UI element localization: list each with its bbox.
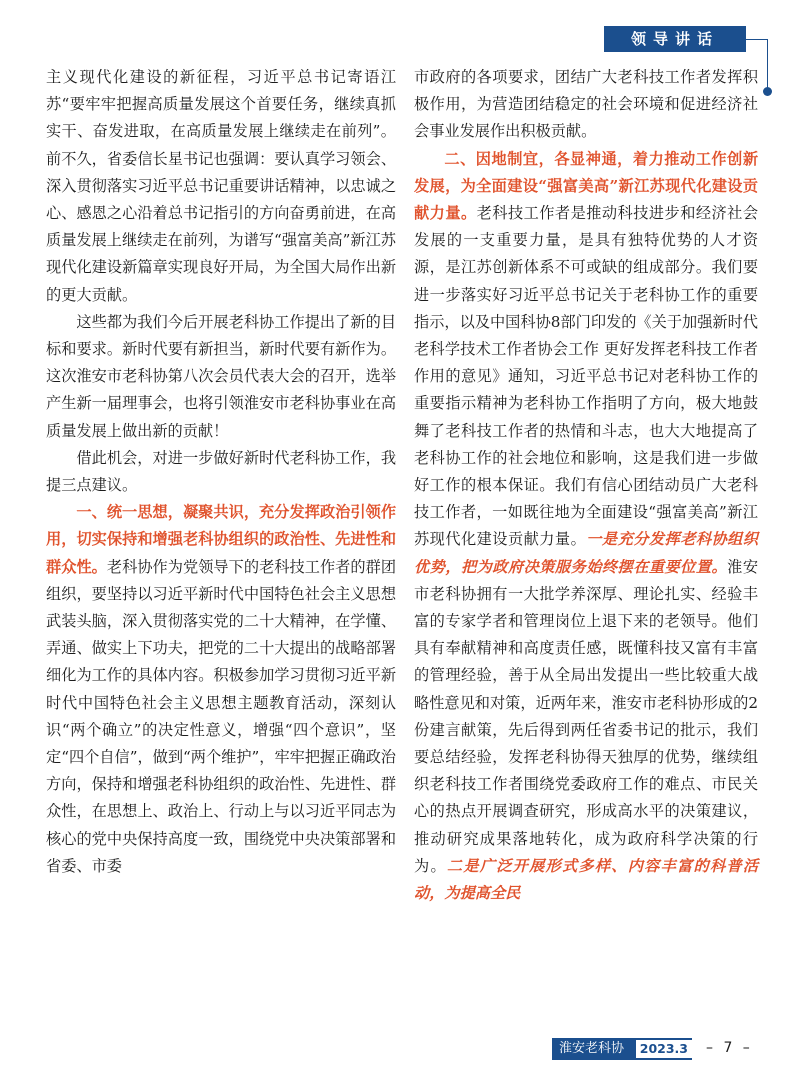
- header-rule-vertical: [767, 39, 768, 93]
- subpoint-one: 一是充分发挥老科协组织优势，把为政府决策服务始终摆在重要位置。: [414, 530, 759, 576]
- section-tab: [604, 26, 746, 52]
- section-title: 领导讲话: [630, 30, 719, 48]
- section-two-body-2: 淮安市老科协拥有一大批学养深厚、理论扎实、经验丰富的专家学者和管理岗位上退下来的老领导。他们具有奉献精神和高度责任感，既懂科技又富有丰富的管理经验，善于从全局出发提出一些比较重大战略性意见和对策，近两年来，淮安市老科协形成的2份建言献策，先后得到两任省委书记的批示，我们要总结经验，发挥老科协得天独厚的优势，继续组织老科技工作者围绕党委政府工作的难点、市民关心的热点开展调查研究，形成高水平的决策建议，推动研究成果落地转化，成为政府科学决策的行为。: [414, 557, 759, 875]
- footer-journal-name: 淮安老科协: [559, 1041, 625, 1056]
- right-column: [414, 64, 758, 907]
- section-heading-one: 一、统一思想，凝聚共识，充分发挥政治引领作用，切实保持和增强老科协组织的政治性、先进性和群众性。: [46, 503, 396, 576]
- section-one-body: 老科协作为党领导下的老科技工作者的群团组织，要坚持以习近平新时代中国特色社会主义思想武装头脑，深入贯彻落实党的二十大精神，在学懂、弄通、做实上下功夫，把党的二十大提出的战略部署细化为工作的具体内容。积极参加学习贯彻习近平新时代中国特色社会主义思想主题教育活动，深刻认识“两个确立”的决定性意义，增强“四个意识”，坚定“四个自信”，做到“两个维护”，牢牢把握正确政治方向，保持和增强老科协组织的政治性、先进性、群众性，在思想上、政治上、行动上与以习近平同志为核心的党中央保持高度一致，围绕党中央决策部署和省委、市委: [46, 557, 396, 875]
- subpoint-two: 二是广泛开展形式多样、内容丰富的科普活动，为提高全民: [414, 856, 759, 903]
- left-paragraph-2: 这些都为我们今后开展老科协工作提出了新的目标和要求。新时代要有新担当，新时代要有新作为。这次淮安市老科协第八次会员代表大会的召开，选举产生新一届理事会，也将引领淮安市老科协事业在高质量发展上做出新的贡献！: [46, 312, 396, 440]
- footer-issue: 2023.3: [636, 1040, 692, 1058]
- page-number: – 7 –: [706, 1040, 753, 1056]
- left-paragraph-1: 主义现代化建设的新征程，习近平总书记寄语江苏“要牢牢把握高质量发展这个首要任务，继续真抓实干、奋发进取，在高质量发展上继续走在前列”。前不久，省委信长星书记也强调：要认真学习领会、深入贯彻落实习近平总书记重要讲话精神，以忠诚之心、感恩之心沿着总书记指引的方向奋勇前进，在高质量发展上继续走在前列，为谱写“强富美高”新江苏现代化建设新篇章实现良好开局，为全国大局作出新的更大贡献。: [46, 68, 396, 304]
- header-dot-ornament: [763, 87, 772, 96]
- left-paragraph-3: 借此机会，对进一步做好新时代老科协工作，我提三点建议。: [46, 448, 396, 495]
- footer-journal-box: [552, 1038, 692, 1060]
- right-paragraph-1: 市政府的各项要求，团结广大老科技工作者发挥积极作用，为营造团结稳定的社会环境和促进经济社会事业发展作出积极贡献。: [414, 68, 758, 141]
- section-heading-two: 二、因地制宜，各显神通，着力推动工作创新发展，为全面建设“强富美高”新江苏现代化建设贡献力量。: [414, 149, 758, 223]
- section-two-body-1: 老科技工作者是推动科技进步和经济社会发展的一支重要力量，是具有独特优势的人才资源，是江苏创新体系不可或缺的组成部分。我们要进一步落实好习近平总书记关于老科协工作的重要指示，以及中国科协8部门印发的《关于加强新时代老科学技术工作者协会工作 更好发挥老科技工作者作用的意见》通知，习近平总书记对老科协工作的重要指示精神为老科协工作指明了方向，极大地鼓舞了老科技工作者的热情和斗志，也大大地提高了老科协工作的社会地位和影响，这是我们进一步做好工作的根本保证。我们有信心团结动员广大老科技工作者，一如既往地为全面建设“强富美高”新江苏现代化建设贡献力量。: [414, 204, 759, 549]
- left-paragraph-4: [46, 499, 396, 880]
- header-rule-horizontal: [746, 39, 768, 40]
- left-column: [46, 64, 396, 880]
- right-paragraph-2: [414, 146, 758, 908]
